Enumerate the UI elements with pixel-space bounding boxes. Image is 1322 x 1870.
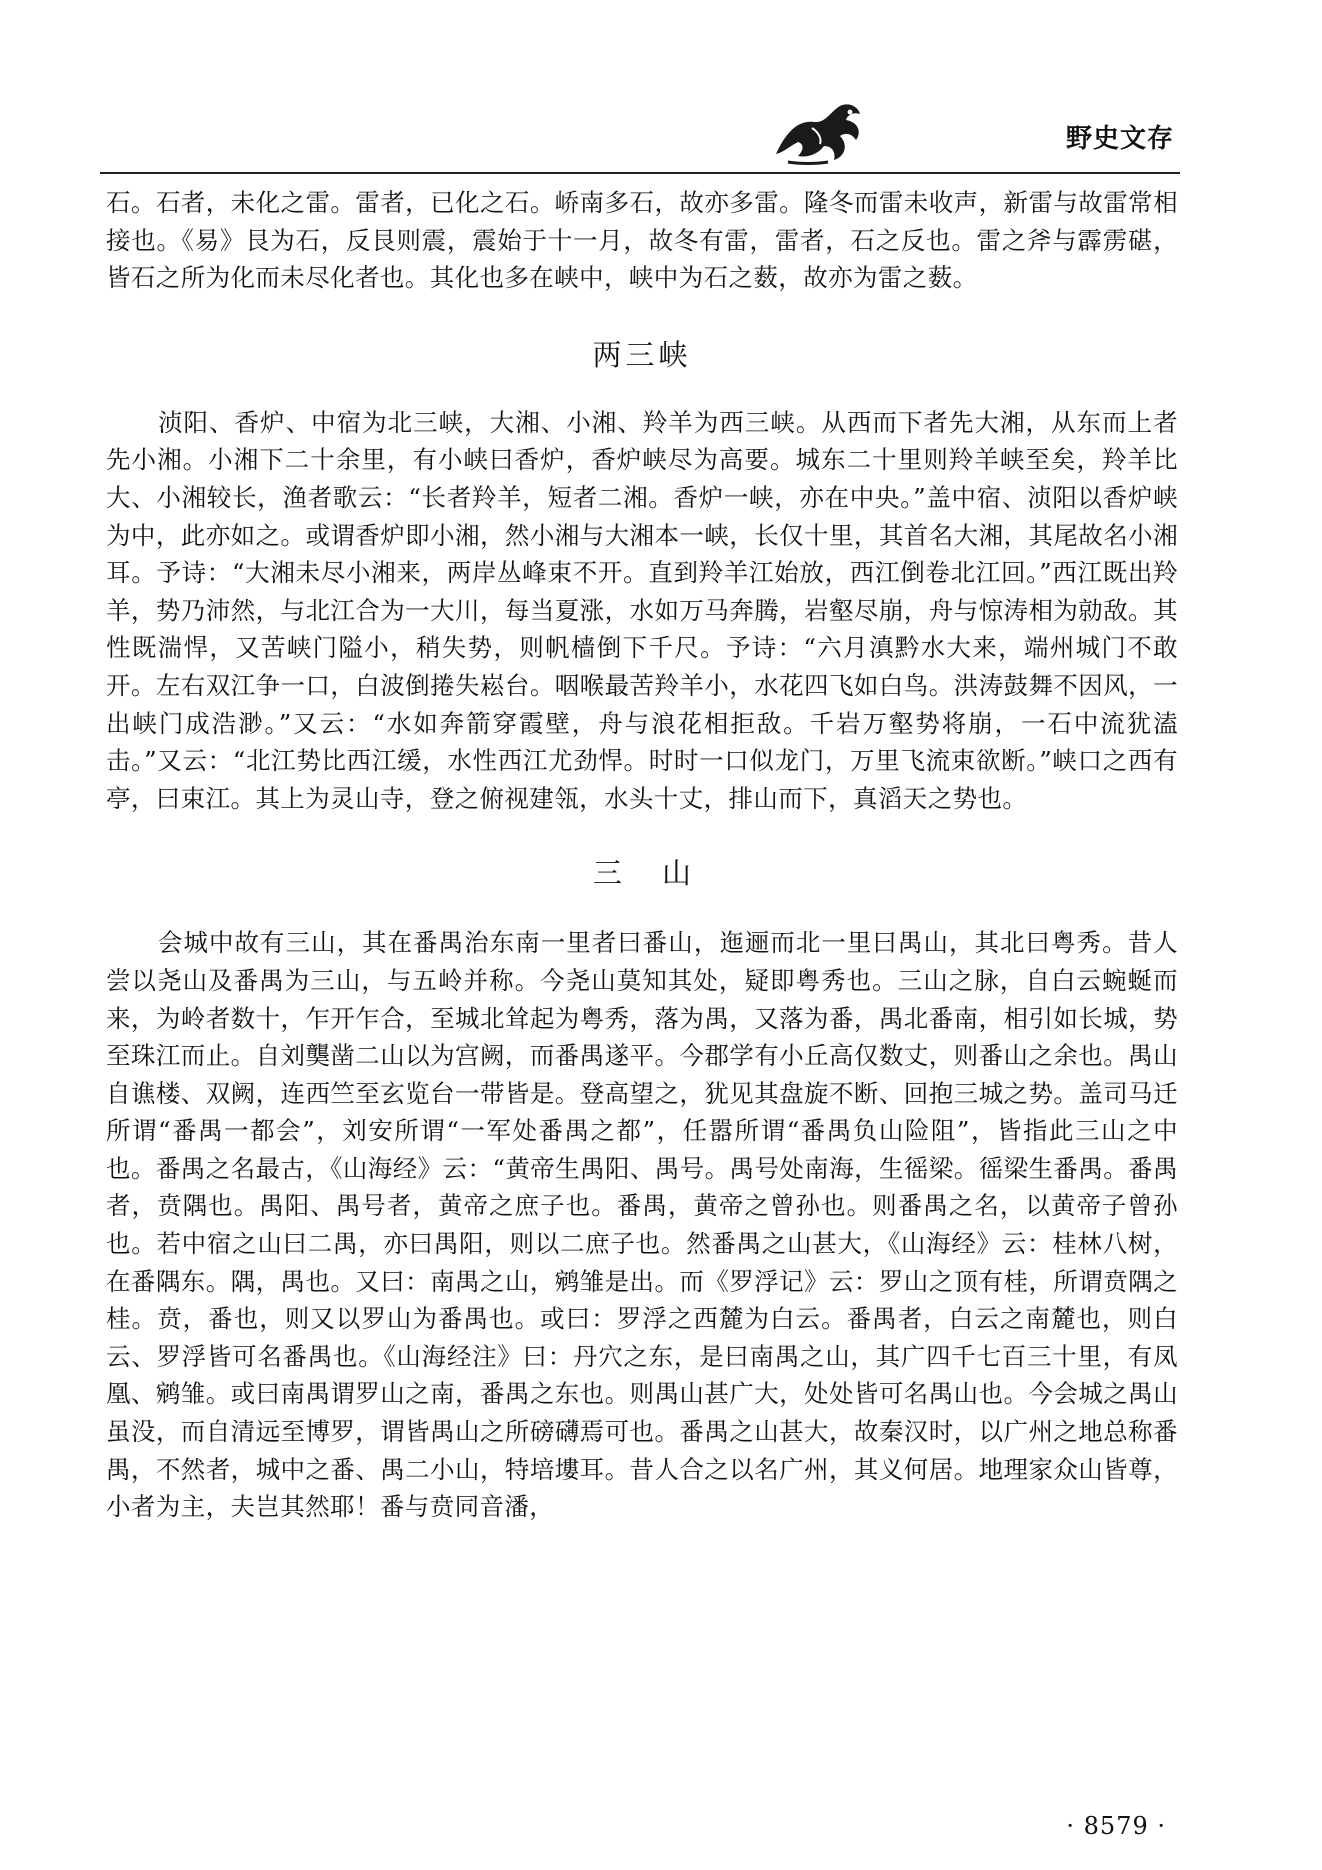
- page-body: [106, 184, 1178, 1526]
- series-title: 野史文存: [1065, 124, 1174, 154]
- page-number: · 8579 ·: [1066, 1812, 1166, 1840]
- section-title-three-gorges: 两三峡: [592, 337, 692, 372]
- paragraph-three-mountains: 会城中故有三山，其在番禺治东南一里者曰番山，迤逦而北一里曰禺山，其北曰粤秀。昔人尝以尧山及番禺为三山，与五岭并称。今尧山莫知其处，疑即粤秀也。三山之脉，自白云蜿蜒而来，为岭者数十，乍开乍合，至城北耸起为粤秀，落为禺，又落为番，禺北番南，相引如长城，势至珠江而止。自刘龑凿二山以为宫阙，而番禺遂平。今郡学有小丘高仅数丈，则番山之余也。禺山自谯楼、双阙，连西竺至玄览台一带皆是。登高望之，犹见其盘旋不断、回抱三城之势。盖司马迁所谓“番禺一都会”，刘安所谓“一军处番禺之都”，任嚣所谓“番禺负山险阻”，皆指此三山之中也。番禺之名最古，《山海经》云：“黄帝生禺阳、禺号。禺号处南海，生徭梁。徭梁生番禺。番禺者，贲隅也。禺阳、禺号者，黄帝之庶子也。番禺，黄帝之曾孙也。则番禺之名，以黄帝子曾孙也。若中宿之山曰二禺，亦曰禺阳，则以二庶子也。然番禺之山甚大，《山海经》云：桂林八树，在番隅东。隅，禺也。又曰：南禺之山，鹓雏是出。而《罗浮记》云：罗山之顶有桂，所谓贲隅之桂。贲，番也，则又以罗山为番禺也。或曰：罗浮之西麓为白云。番禺者，白云之南麓也，则白云、罗浮皆可名番禺也。《山海经注》曰：丹穴之东，是曰南禺之山，其广四千七百三十里，有凤凰、鹓雏。或曰南禺谓罗山之南，番禺之东也。则禺山甚广大，处处皆可名禺山也。今会城之禺山虽没，而自清远至博罗，谓皆禺山之所磅礴焉可也。番禺之山甚大，故秦汉时，以广州之地总称番禺，不然者，城中之番、禺二小山，特培塿耳。昔人合之以名广州，其义何居。地理家众山皆尊，小者为主，夫岂其然耶！番与贲同音潘，: [106, 928, 1178, 1522]
- continued-paragraph: 石。石者，未化之雷。雷者，已化之石。峤南多石，故亦多雷。隆冬而雷未收声，新雷与故雷常相接也。《易》艮为石，反艮则震，震始于十一月，故冬有雷，雷者，石之反也。雷之斧与霹雳碪，皆石之所为化而未尽化者也。其化也多在峡中，峡中为石之薮，故亦为雷之薮。: [106, 188, 1178, 293]
- dragon-emblem-icon: [768, 92, 868, 170]
- page-header: [100, 92, 1180, 182]
- paragraph-three-gorges: 浈阳、香炉、中宿为北三峡，大湘、小湘、羚羊为西三峡。从西而下者先大湘，从东而上者先小湘。小湘下二十余里，有小峡曰香炉，香炉峡尽为高要。城东二十里则羚羊峡至矣，羚羊比大、小湘较长，渔者歌云：“长者羚羊，短者二湘。香炉一峡，亦在中央。”盖中宿、浈阳以香炉峡为中，此亦如之。或谓香炉即小湘，然小湘与大湘本一峡，长仅十里，其首名大湘，其尾故名小湘耳。予诗：“大湘未尽小湘来，两岸丛峰束不开。直到羚羊江始放，西江倒卷北江回。”西江既出羚羊，势乃沛然，与北江合为一大川，每当夏涨，水如万马奔腾，岩壑尽崩，舟与惊涛相为勍敌。其性既湍悍，又苦峡门隘小，稍失势，则帆樯倒下千尺。予诗：“六月滇黔水大来，端州城门不敢开。左右双江争一口，白波倒捲失崧台。咽喉最苦羚羊小，水花四飞如白鸟。洪涛鼓舞不因风，一出峡门成浩渺。”又云：“水如奔箭穿霞壁，舟与浪花相拒敌。千岩万壑势将崩，一石中流犹溘击。”又云：“北江势比西江缓，水性西江尤劲悍。时时一口似龙门，万里飞流束欲断。”峡口之西有亭，曰束江。其上为灵山寺，登之俯视建瓴，水头十丈，排山而下，真滔天之势也。: [106, 407, 1178, 813]
- section-title-three-mountains: 三山: [592, 856, 731, 891]
- header-divider: [100, 172, 1180, 174]
